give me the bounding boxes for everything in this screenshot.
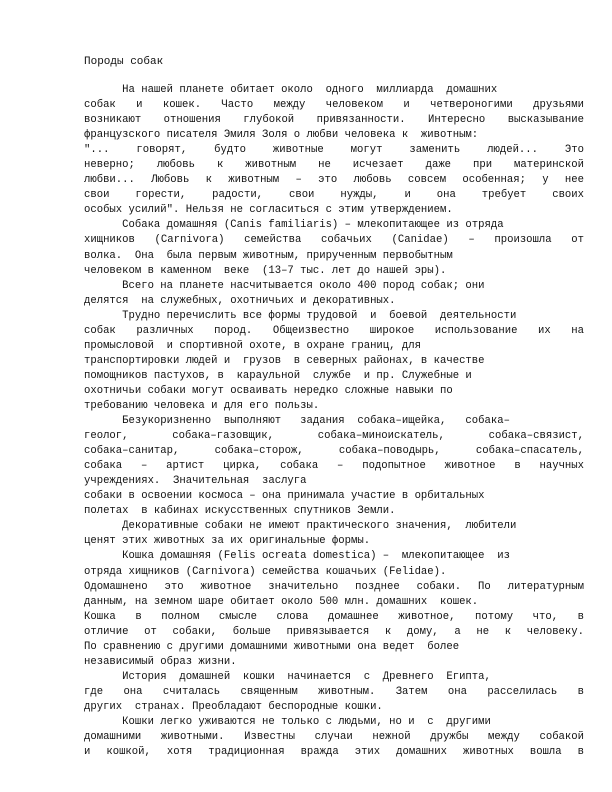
text-line: французского писателя Эмиля Золя о любви человека к животным:: [84, 129, 479, 142]
text-line: На нашей планете обитает около одного миллиарда домашних: [84, 84, 498, 96]
text-line: охотничьи собаки могут осваивать нередко сложные навыки по: [84, 384, 453, 397]
text-line: Кошка в полном смысле слова домашнее животное, потому что, в: [84, 610, 584, 623]
text-line: особых усилий". Нельзя не согласиться с этим утверждением.: [84, 204, 453, 217]
text-line: По сравнению с другими домашними животными она ведет более: [84, 640, 460, 653]
text-line: Декоративные собаки не имеют практического значения, любители: [84, 520, 517, 533]
text-line: собака – артист цирка, собака – подопытное животное в научных: [84, 460, 584, 473]
text-line: неверно; любовь к животным не исчезает даже при материнской: [84, 159, 584, 172]
text-line: отряда хищников (Carnivora) семейства кошачьих (Felidae).: [84, 565, 447, 578]
text-line: отличие от собаки, больше привязывается к дому, а не к человеку.: [84, 625, 584, 638]
text-line: учреждениях. Значительная заслуга: [84, 475, 307, 488]
text-line: домашними животными. Известны случаи нежной дружбы между собакой: [84, 731, 584, 744]
text-line: волка. Она была первым животным, прирученным первобытным: [84, 249, 453, 262]
text-line: возникают отношения глубокой привязанности. Интересно высказывание: [84, 114, 584, 127]
text-line: делятся на служебных, охотничьих и декоративных.: [84, 294, 396, 307]
text-line: полетах в кабинах искусственных спутников Земли.: [84, 505, 396, 518]
text-line: хищников (Carnivora) семейства собачьих (Canidae) – произошла от: [84, 234, 584, 247]
document-body: [84, 83, 584, 760]
text-line: Одомашнено это животное значительно позднее собаки. По литературным: [84, 580, 584, 593]
text-line: требованию человека и для его пользы.: [84, 399, 320, 412]
text-line: и кошкой, хотя традиционная вражда этих домашних животных вошла в: [84, 746, 584, 759]
text-line: собак различных пород. Общеизвестно широкое использование их на: [84, 324, 584, 337]
text-line: где она считалась священным животным. Затем она расселилась в: [84, 685, 584, 698]
text-line: Всего на планете насчитывается около 400 пород собак; они: [84, 279, 485, 292]
text-line: Собака домашняя (Canis familiaris) – млекопитающее из отряда: [84, 219, 504, 232]
text-line: ценят этих животных за их оригинальные формы.: [84, 535, 371, 548]
text-line: других странах. Преобладают беспородные кошки.: [84, 700, 383, 713]
text-line: помощников пастухов, в караульной службе и пр. Служебные и: [84, 369, 472, 382]
text-line: собак и кошек. Часто между человеком и четвероногими друзьями: [84, 99, 584, 112]
text-line: собаки в освоении космоса – она принимала участие в орбитальных: [84, 490, 485, 503]
text-line: человеком в каменном веке (13–7 тыс. лет до нашей эры).: [84, 264, 447, 277]
text-line: геолог, собака–газовщик, собака–миноискатель, собака–связист,: [84, 430, 584, 443]
text-line: "... говорят, будто животные могут заменить людей... Это: [84, 144, 584, 157]
document-title: Породы собак: [84, 56, 164, 68]
text-line: собака–санитар, собака–сторож, собака–поводырь, собака–спасатель,: [84, 445, 584, 458]
text-line: свои горести, радости, свои нужды, и она требует своих: [84, 189, 584, 202]
text-line: История домашней кошки начинается с Древнего Египта,: [84, 670, 491, 683]
text-line: Кошка домашняя (Felis ocreata domestica) – млекопитающее из: [84, 550, 510, 563]
text-line: Кошки легко уживаются не только с людьми, но и с другими: [84, 715, 491, 728]
text-line: Безукоризненно выполняют задания собака–ищейка, собака–: [84, 415, 510, 428]
text-line: любви... Любовь к животным – это любовь совсем особенная; у нее: [84, 174, 584, 187]
text-line: данным, на земном шаре обитает около 500 млн. домашних кошек.: [84, 595, 479, 608]
text-line: транспортировки людей и грузов в северных районах, в качестве: [84, 354, 485, 367]
text-line: промысловой и спортивной охоте, в охране границ, для: [84, 339, 421, 352]
text-line: независимый образ жизни.: [84, 655, 237, 668]
text-line: Трудно перечислить все формы трудовой и боевой деятельности: [84, 309, 517, 322]
